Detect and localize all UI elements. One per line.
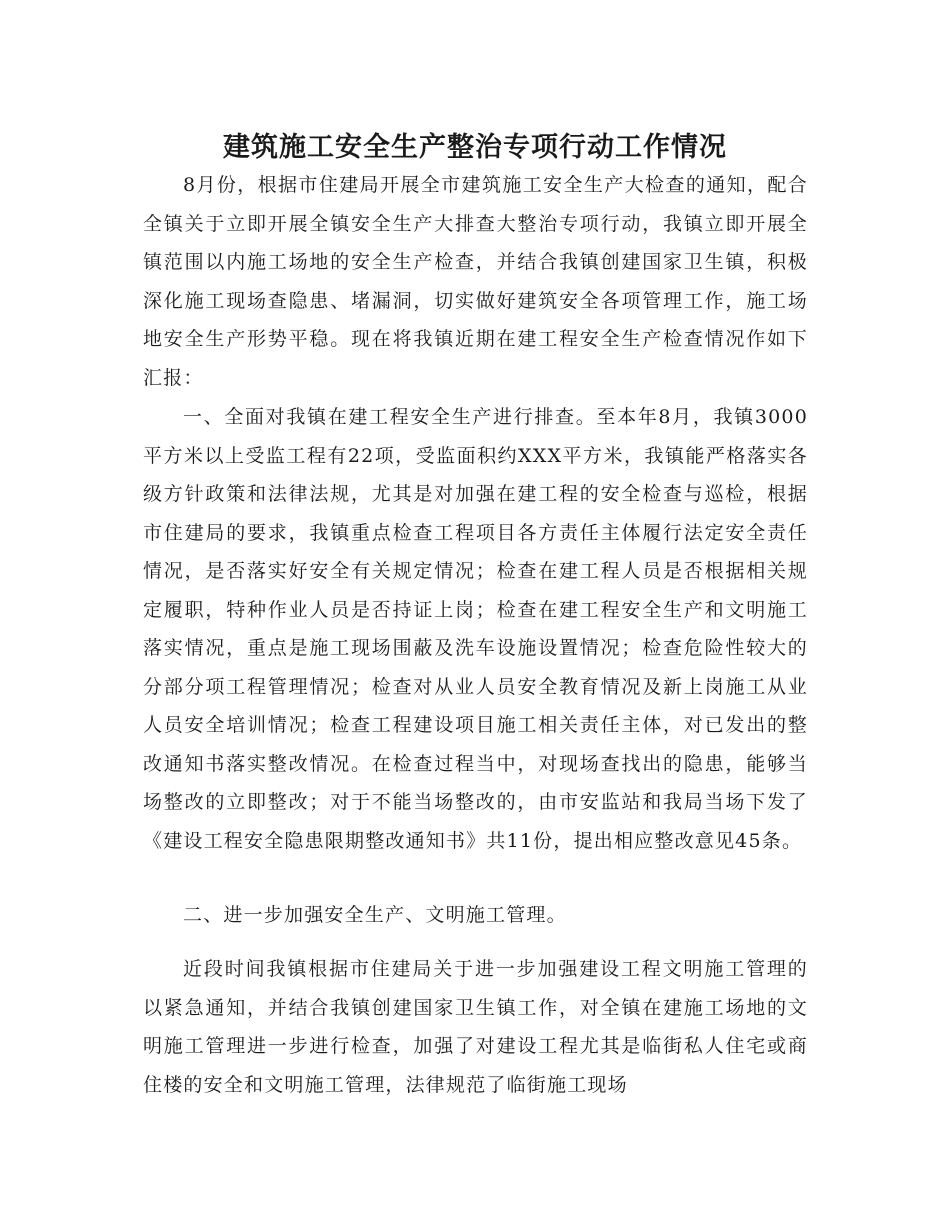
- paragraph-section-one: 一、全面对我镇在建工程安全生产进行排查。至本年8月，我镇3000平方米以上受监工程有22项，受监面积约XXX平方米，我镇能严格落实各级方针政策和法律法规，尤其是对加强在建工程的安全检查与巡检，根据市住建局的要求，我镇重点检查工程项目各方责任主体履行法定安全责任情况，是否落实好安全有关规定情况；检查在建工程人员是否根据相关规定履职，特种作业人员是否持证上岗；检查在建工程安全生产和文明施工落实情况，重点是施工现场围蔽及洗车设施设置情况；检查危险性较大的分部分项工程管理情况；检查对从业人员安全教育情况及新上岗施工从业人员安全培训情况；检查工程建设项目施工相关责任主体，对已发出的整改通知书落实整改情况。在检查过程当中，对现场查找出的隐患，能够当场整改的立即整改；对于不能当场整改的，由市安监站和我局当场下发了《建设工程安全隐患限期整改通知书》共11份，提出相应整改意见45条。: [143, 406, 808, 852]
- paragraph-section-two: 近段时间我镇根据市住建局关于进一步加强建设工程文明施工管理的以紧急通知，并结合我镇创建国家卫生镇工作，对全镇在建施工场地的文明施工管理进一步进行检查，加强了对建设工程尤其是临街私人住宅或商住楼的安全和文明施工管理，法律规范了临街施工现场: [143, 958, 808, 1096]
- paragraph-intro: 8月份，根据市住建局开展全市建筑施工安全生产大检查的通知，配合全镇关于立即开展全镇安全生产大排查大整治专项行动，我镇立即开展全镇范围以内施工场地的安全生产检查，并结合我镇创建国家卫生镇，积极深化施工现场查隐患、堵漏洞，切实做好建筑安全各项管理工作，施工场地安全生产形势平稳。现在将我镇近期在建工程安全生产检查情况作如下汇报：: [143, 174, 808, 389]
- section-two-heading: 二、进一步加强安全生产、文明施工管理。: [183, 904, 567, 926]
- document-title: 建筑施工安全生产整治专项行动工作情况: [223, 132, 727, 164]
